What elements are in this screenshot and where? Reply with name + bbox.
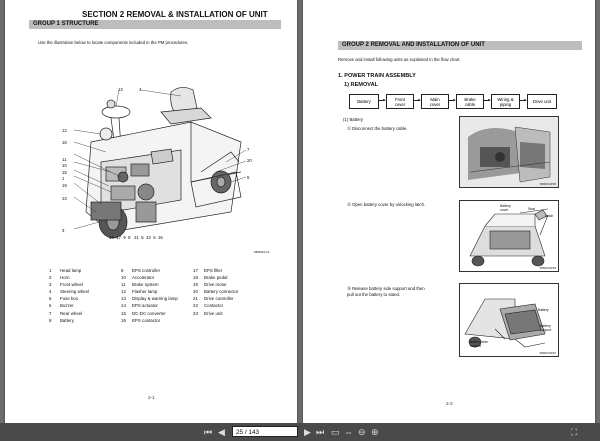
legend-item xyxy=(49,288,121,295)
page-number-left: 2-1 xyxy=(148,395,155,400)
step-3 xyxy=(347,286,425,298)
page-number-right: 2-2 xyxy=(446,401,453,406)
last-page-icon[interactable]: ⏭ xyxy=(316,427,325,437)
callout-6: 6 xyxy=(153,235,156,240)
step-3-text: Release battery side support and then pull out the battery to stand. xyxy=(347,286,425,297)
group-title-bar-right: GROUP 2 REMOVAL AND INSTALLATION OF UNIT xyxy=(338,41,582,50)
callout-22: 22 xyxy=(146,235,151,240)
fullscreen-icon[interactable]: ⛶ xyxy=(571,427,578,437)
legend-number: 16 xyxy=(121,317,126,323)
legend-number: 1 xyxy=(49,268,52,273)
figure-code: 58RD04-10 xyxy=(254,250,270,254)
callout-7: 7 xyxy=(247,147,250,152)
legend-item xyxy=(193,274,263,281)
legend-number: 19 xyxy=(193,282,198,288)
legend-item xyxy=(121,267,193,274)
photo3-code: 58RD04P45 xyxy=(539,351,556,355)
page-number-input[interactable]: 25 / 143 xyxy=(232,426,298,437)
legend-number: 14 xyxy=(121,303,126,309)
flow-arrow xyxy=(519,100,526,101)
callout-11: 11 xyxy=(62,157,67,162)
legend-label: Drive unit xyxy=(204,310,223,316)
legend-label: Display & warning lamp xyxy=(132,296,178,302)
photo-battery-cover xyxy=(459,200,559,272)
legend-label: Fuse box xyxy=(60,296,79,302)
battery-cable-drawing xyxy=(460,117,558,187)
legend-item xyxy=(121,310,193,317)
zoom-out-icon[interactable]: ⊖ xyxy=(358,427,366,437)
callout-13: 13 xyxy=(118,87,123,92)
viewer-toolbar xyxy=(0,423,600,441)
callout-4: 4 xyxy=(139,87,142,92)
legend-number: 17 xyxy=(193,268,198,273)
legend-item xyxy=(193,317,263,324)
flow-box-drive-unit: Drive unit xyxy=(527,94,557,109)
legend-number: 18 xyxy=(193,275,198,281)
legend-label: Brake system xyxy=(132,282,159,288)
step-1-text: Disconnect the battery cable. xyxy=(352,126,408,131)
legend-row xyxy=(49,295,269,302)
legend-item xyxy=(49,274,121,281)
flow-arrow xyxy=(378,100,385,101)
callout-17: 17 xyxy=(116,235,121,240)
callout-5-right: 5 xyxy=(247,175,250,180)
step-1-num: ① xyxy=(347,126,351,131)
callout-21: 21 xyxy=(134,235,139,240)
step-2 xyxy=(347,202,425,208)
callout-12: 12 xyxy=(62,128,67,133)
step-title-battery: (1) Battery xyxy=(343,117,364,122)
step-2-num: ② xyxy=(347,202,351,207)
legend-label: Buzzer xyxy=(60,303,74,309)
legend-item xyxy=(49,267,121,274)
legend-label: EPS contactor xyxy=(132,317,161,323)
legend-label: Head lamp xyxy=(60,268,82,273)
label-battery-side-support: Battery side support xyxy=(470,340,488,348)
callout-16: 16 xyxy=(158,235,163,240)
callout-15: 15 xyxy=(62,170,67,175)
legend-row xyxy=(49,310,269,317)
legend-item xyxy=(121,295,193,302)
legend-number: 21 xyxy=(193,296,198,302)
legend-number: 2 xyxy=(49,275,52,281)
heading-power-train: 1. POWER TRAIN ASSEMBLY xyxy=(338,73,416,79)
label-seat: Seat xyxy=(528,207,535,211)
callout-10: 10 xyxy=(62,163,67,168)
callout-19: 19 xyxy=(62,183,67,188)
legend-item xyxy=(193,310,263,317)
legend-number: 20 xyxy=(193,289,198,295)
right-page xyxy=(303,0,595,423)
legend-label: Front wheel xyxy=(60,282,83,288)
label-battery-support: Battery support xyxy=(540,324,552,332)
legend-number: 9 xyxy=(121,268,124,273)
fit-width-icon[interactable]: ⇔ xyxy=(344,427,353,437)
legend-item xyxy=(49,310,121,317)
component-legend xyxy=(49,267,269,324)
photo2-code: 58RD04P38 xyxy=(539,266,556,270)
legend-item xyxy=(121,317,193,324)
legend-number: 23 xyxy=(193,310,198,316)
legend-item xyxy=(49,317,121,324)
legend-label: Drive motor xyxy=(204,282,227,288)
flow-box-brake-cable: Brake cable xyxy=(456,94,484,109)
legend-label: Accelerator xyxy=(132,275,155,281)
legend-row xyxy=(49,288,269,295)
legend-item xyxy=(193,281,263,288)
flow-arrow xyxy=(483,100,490,101)
legend-item xyxy=(193,302,263,309)
group-title-bar: GROUP 1 STRUCTURE xyxy=(29,20,281,29)
legend-item xyxy=(49,302,121,309)
step-1 xyxy=(347,126,407,132)
callout-18: 18 xyxy=(62,140,67,145)
legend-row xyxy=(49,302,269,309)
legend-number: 11 xyxy=(121,282,126,288)
legend-label: EPS controller xyxy=(132,268,161,273)
callout-14: 14 xyxy=(109,235,114,240)
step-3-num: ③ xyxy=(347,286,351,291)
callout-9: 9 xyxy=(123,235,126,240)
legend-row xyxy=(49,317,269,324)
heading-removal: 1) REMOVAL xyxy=(344,82,379,88)
legend-label: Steering wheel xyxy=(60,289,90,295)
flow-box-battery: Battery xyxy=(349,94,379,109)
flow-box-main-cover: Main cover xyxy=(421,94,449,109)
legend-item xyxy=(121,302,193,309)
legend-label: Brake pedal xyxy=(204,275,228,281)
legend-number: 10 xyxy=(121,275,126,281)
prev-page-icon[interactable]: ◀ xyxy=(218,427,225,437)
legend-number: 3 xyxy=(49,282,52,288)
legend-number: 4 xyxy=(49,289,52,295)
legend-number: 8 xyxy=(49,317,52,323)
legend-label: DC-DC converter xyxy=(132,310,166,316)
callout-5-bottom: 5 xyxy=(141,235,144,240)
flow-arrow xyxy=(413,100,420,101)
bottom-callouts xyxy=(109,235,163,240)
forklift-structure-illustration xyxy=(41,82,271,257)
legend-row xyxy=(49,267,269,274)
fit-page-icon[interactable]: ▭ xyxy=(331,427,340,437)
label-battery-cover: Battery cover xyxy=(500,204,511,212)
legend-label: EPS actuator xyxy=(132,303,158,309)
flow-arrow xyxy=(448,100,455,101)
legend-number: 7 xyxy=(49,310,52,316)
flow-box-front-cover: Front cover xyxy=(386,94,414,109)
flow-box-wiring-piping: Wiring & piping xyxy=(491,94,520,109)
legend-item xyxy=(121,288,193,295)
legend-label: Flasher lamp xyxy=(132,289,158,295)
next-page-icon[interactable]: ▶ xyxy=(304,427,311,437)
legend-label: Horn xyxy=(60,275,70,281)
intro-text: Remove and install following units as explained in the flow chart. xyxy=(338,57,461,62)
section-title: SECTION 2 REMOVAL & INSTALLATION OF UNIT xyxy=(82,10,268,19)
step-2-text: Open battery cover by unlocking latch. xyxy=(352,202,426,207)
legend-item xyxy=(193,295,263,302)
legend-label: Battery connector xyxy=(204,289,239,295)
legend-label: Contactor xyxy=(204,303,224,309)
label-latch: Latch xyxy=(545,214,554,218)
legend-number: 6 xyxy=(49,303,52,309)
legend-item xyxy=(49,281,121,288)
photo1-code: 58RD04P38 xyxy=(539,182,556,186)
photo-battery-cable xyxy=(459,116,559,188)
legend-item xyxy=(193,288,263,295)
callout-1: 1 xyxy=(62,176,65,181)
legend-number: 22 xyxy=(193,303,198,309)
legend-item xyxy=(121,281,193,288)
legend-number: 5 xyxy=(49,296,52,302)
legend-row xyxy=(49,281,269,288)
zoom-in-icon[interactable]: ⊕ xyxy=(371,427,379,437)
first-page-icon[interactable]: ⏮ xyxy=(204,427,213,437)
callout-23: 23 xyxy=(62,196,67,201)
label-battery: Battery xyxy=(538,308,549,312)
callout-20: 20 xyxy=(247,158,252,163)
legend-item xyxy=(193,267,263,274)
legend-label: Battery xyxy=(60,317,74,323)
legend-number: 15 xyxy=(121,310,126,316)
legend-number: 13 xyxy=(121,296,126,302)
legend-item xyxy=(121,274,193,281)
legend-row xyxy=(49,274,269,281)
legend-number: 12 xyxy=(121,289,126,295)
legend-label: EPS filter xyxy=(204,268,223,273)
callout-8: 8 xyxy=(128,235,131,240)
legend-label: Rear wheel xyxy=(60,310,83,316)
left-page xyxy=(5,0,297,423)
legend-label: Drive controller xyxy=(204,296,234,302)
instruction-text: Use the illustration below to locate components included in the PM procedures. xyxy=(38,40,189,45)
callout-3: 3 xyxy=(62,228,65,233)
photo-battery-support xyxy=(459,283,559,357)
legend-item xyxy=(49,295,121,302)
